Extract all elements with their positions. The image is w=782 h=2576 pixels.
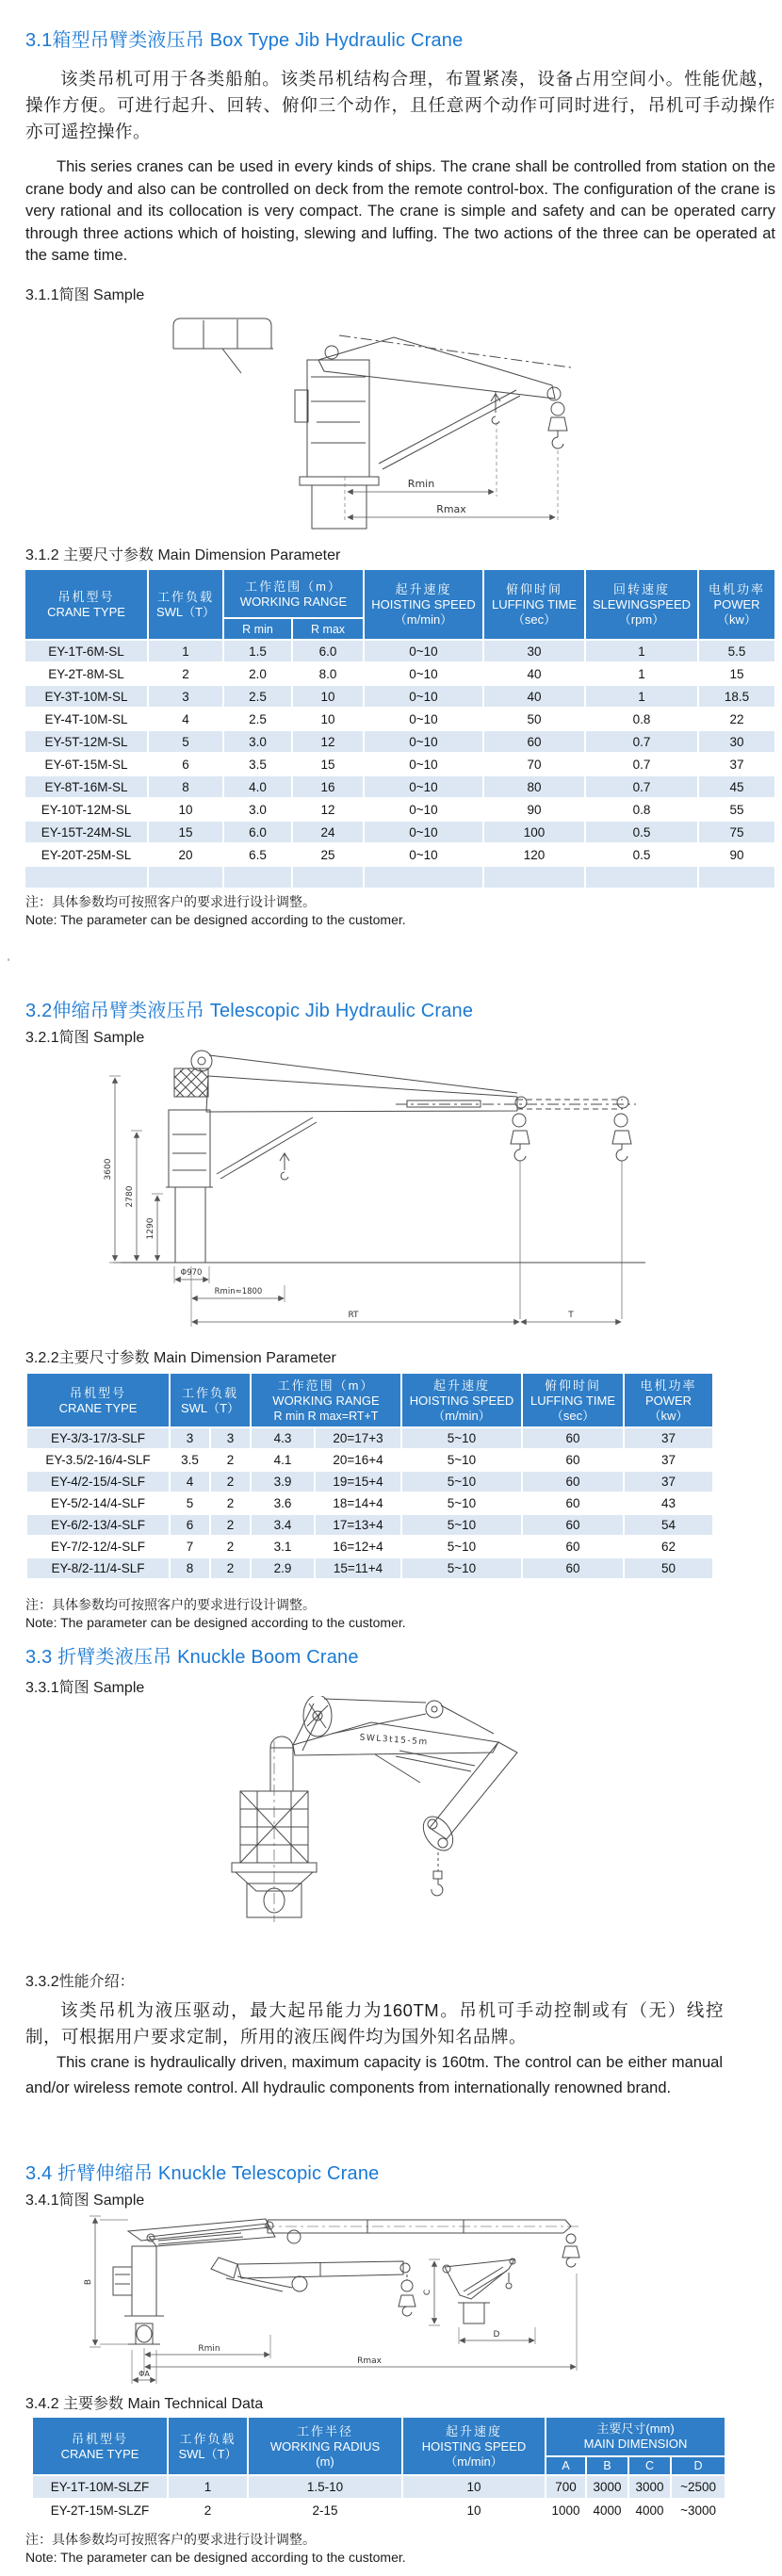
table-cell: 40 bbox=[483, 662, 585, 685]
table-cell bbox=[223, 866, 292, 889]
table-cell: 4000 bbox=[628, 2499, 671, 2522]
table-cell: 20 bbox=[148, 843, 223, 866]
table-row bbox=[24, 708, 775, 730]
table-cell bbox=[698, 866, 775, 889]
telescopic-crane-table bbox=[25, 1372, 714, 1580]
section-3-3-paragraph-cn: 该类吊机为液压驱动，最大起吊能力为160TM。吊机可手动控制或有（无）线控制，可根据用户要求定制，所用的液压阀件均为国外知名品牌。 bbox=[25, 2000, 724, 2046]
table-cell: 90 bbox=[483, 798, 585, 821]
table-cell: EY-5/2-14/4-SLF bbox=[26, 1492, 170, 1514]
col-header-crane-type: 吊机型号 CRANE TYPE bbox=[32, 2417, 168, 2475]
table-cell: 60 bbox=[522, 1536, 624, 1557]
table-cell: 2 bbox=[148, 662, 223, 685]
rmax-label: Rmax bbox=[436, 503, 466, 515]
table-cell: 30 bbox=[698, 730, 775, 753]
table-cell: 0.5 bbox=[585, 821, 698, 843]
table-cell: 5~10 bbox=[401, 1471, 522, 1492]
table-cell: 3.4 bbox=[251, 1514, 315, 1536]
table-cell: 37 bbox=[698, 753, 775, 775]
rmin-label: Rmin bbox=[198, 2344, 220, 2354]
table-cell: 2.5 bbox=[223, 708, 292, 730]
table-cell: EY-4/2-15/4-SLF bbox=[26, 1471, 170, 1492]
table-note bbox=[25, 2531, 775, 2567]
table-cell: 3.9 bbox=[251, 1471, 315, 1492]
dimension-lines bbox=[345, 422, 558, 522]
crane-outline bbox=[113, 2219, 579, 2344]
table-cell: 10 bbox=[148, 798, 223, 821]
table-cell: 10 bbox=[292, 685, 364, 708]
table-cell: 10 bbox=[402, 2475, 546, 2499]
table-cell: 18=14+4 bbox=[315, 1492, 401, 1514]
box-jib-crane-drawing bbox=[0, 311, 782, 548]
table-cell: 25 bbox=[292, 843, 364, 866]
table-row bbox=[32, 2499, 725, 2522]
table-cell: EY-10T-12M-SL bbox=[24, 798, 148, 821]
table-cell: 5~10 bbox=[401, 1557, 522, 1579]
col-header-rmax: R max bbox=[292, 618, 364, 640]
table-cell: 4 bbox=[170, 1471, 210, 1492]
crane-outline bbox=[113, 1051, 645, 1319]
table-cell: 3000 bbox=[628, 2475, 671, 2499]
section-3-2-title: 3.2伸缩吊臂类液压吊 Telescopic Jib Hydraulic Crane bbox=[25, 1001, 474, 1021]
table-cell: 37 bbox=[624, 1471, 713, 1492]
table-row bbox=[32, 2475, 725, 2499]
col-header-crane-type: 吊机型号 CRANE TYPE bbox=[26, 1373, 170, 1427]
table-cell: 1 bbox=[168, 2475, 248, 2499]
col-header-swl: 工作负载 SWL（T） bbox=[168, 2417, 248, 2475]
rt-label: RT bbox=[348, 1311, 359, 1320]
table-row bbox=[26, 1471, 713, 1492]
table-cell: 30 bbox=[483, 640, 585, 662]
table-cell: 100 bbox=[483, 821, 585, 843]
table-cell: 15 bbox=[292, 753, 364, 775]
section-3-1-title: 3.1箱型吊臂类液压吊 Box Type Jib Hydraulic Crane bbox=[25, 30, 464, 51]
heading-3-4-2-data: 3.4.2 主要参数 Main Technical Data bbox=[25, 2396, 264, 2412]
table-cell: 43 bbox=[624, 1492, 713, 1514]
heading-3-1-1-sample: 3.1.1简图 Sample bbox=[25, 287, 145, 303]
table-cell: 16 bbox=[292, 775, 364, 798]
table-cell: 0~10 bbox=[364, 843, 483, 866]
table-row bbox=[26, 1427, 713, 1449]
table-cell: EY-1T-10M-SLZF bbox=[32, 2475, 168, 2499]
table-row bbox=[26, 1492, 713, 1514]
table-cell: 24 bbox=[292, 821, 364, 843]
note-en: Note: The parameter can be designed according to the customer. bbox=[25, 2550, 406, 2565]
table-cell: EY-3.5/2-16/4-SLF bbox=[26, 1449, 170, 1471]
heading-3-2-2-dimension: 3.2.2主要尺寸参数 Main Dimension Parameter bbox=[25, 1350, 336, 1366]
table-cell: 3.0 bbox=[223, 730, 292, 753]
table-cell: 37 bbox=[624, 1449, 713, 1471]
height-2780-label: 2780 bbox=[125, 1185, 135, 1208]
table-cell: 17=13+4 bbox=[315, 1514, 401, 1536]
table-row bbox=[26, 1449, 713, 1471]
table-cell: 10 bbox=[402, 2499, 546, 2522]
rmax-label: Rmax bbox=[357, 2356, 382, 2366]
table-row bbox=[24, 640, 775, 662]
col-header-crane-type: 吊机型号 CRANE TYPE bbox=[24, 569, 148, 640]
table-cell: 5~10 bbox=[401, 1449, 522, 1471]
table-cell: 2.5 bbox=[223, 685, 292, 708]
table-cell bbox=[585, 866, 698, 889]
table-cell: 5~10 bbox=[401, 1427, 522, 1449]
table-cell: ~2500 bbox=[671, 2475, 725, 2499]
crane-outline bbox=[173, 318, 571, 529]
table-cell: EY-6T-15M-SL bbox=[24, 753, 148, 775]
table-cell: EY-3T-10M-SL bbox=[24, 685, 148, 708]
table-cell: 80 bbox=[483, 775, 585, 798]
table-cell: 2 bbox=[168, 2499, 248, 2522]
table-cell: 7 bbox=[170, 1536, 210, 1557]
table-cell: 60 bbox=[522, 1427, 624, 1449]
table-cell: 8.0 bbox=[292, 662, 364, 685]
note-cn: 注：具体参数均可按照客户的要求进行设计调整。 bbox=[25, 1597, 316, 1612]
table-cell: EY-1T-6M-SL bbox=[24, 640, 148, 662]
table-cell: 3.5 bbox=[223, 753, 292, 775]
table-cell: EY-6/2-13/4-SLF bbox=[26, 1514, 170, 1536]
table-cell: 19=15+4 bbox=[315, 1471, 401, 1492]
table-cell: 700 bbox=[546, 2475, 586, 2499]
col-header-swl: 工作负载 SWL（T） bbox=[170, 1373, 251, 1427]
section-3-3-title: 3.3 折臂类液压吊 Knuckle Boom Crane bbox=[25, 1647, 359, 1668]
section-3-4-title: 3.4 折臂伸缩吊 Knuckle Telescopic Crane bbox=[25, 2163, 380, 2184]
table-row bbox=[24, 798, 775, 821]
table-cell: 62 bbox=[624, 1536, 713, 1557]
heading-3-3-1-sample: 3.3.1简图 Sample bbox=[25, 1680, 145, 1696]
col-header-dim-a: A bbox=[546, 2456, 586, 2475]
table-cell bbox=[292, 866, 364, 889]
table-cell: 0~10 bbox=[364, 640, 483, 662]
col-header-slewing-speed: 回转速度 SLEWINGSPEED （rpm） bbox=[585, 569, 698, 640]
table-cell: 0~10 bbox=[364, 821, 483, 843]
heading-3-3-2-performance: 3.3.2性能介绍： bbox=[25, 1974, 135, 1990]
table-cell: 3.6 bbox=[251, 1492, 315, 1514]
note-en: Note: The parameter can be designed according to the customer. bbox=[25, 912, 406, 927]
section-3-3-paragraph-en: This crane is hydraulically driven, maximum capacity is 160tm. The control can be either manual and/or wireless remote control. All hydraulic components from internationally renowned brand. bbox=[25, 2054, 723, 2096]
table-cell: EY-4T-10M-SL bbox=[24, 708, 148, 730]
table-cell: 5 bbox=[148, 730, 223, 753]
t-label: T bbox=[568, 1311, 574, 1320]
table-cell: 60 bbox=[483, 730, 585, 753]
table-cell: 40 bbox=[483, 685, 585, 708]
table-cell: 0.8 bbox=[585, 798, 698, 821]
note-en: Note: The parameter can be designed according to the customer. bbox=[25, 1615, 406, 1630]
table-cell: EY-15T-24M-SL bbox=[24, 821, 148, 843]
heading-3-2-1-sample: 3.2.1简图 Sample bbox=[25, 1030, 145, 1046]
table-cell: 3 bbox=[170, 1427, 210, 1449]
table-cell bbox=[364, 866, 483, 889]
dim-d-label: D bbox=[493, 2330, 500, 2340]
heading-3-1-2-dimension: 3.1.2 主要尺寸参数 Main Dimension Parameter bbox=[25, 547, 341, 563]
knuckle-boom-crane-drawing bbox=[0, 1696, 782, 1965]
table-note bbox=[25, 1596, 775, 1632]
table-cell: 0~10 bbox=[364, 798, 483, 821]
col-header-hoisting-speed: 起升速度 HOISTING SPEED （m/min） bbox=[401, 1373, 522, 1427]
table-cell: 60 bbox=[522, 1471, 624, 1492]
table-cell: 1.5 bbox=[223, 640, 292, 662]
scan-artifact: ' bbox=[8, 957, 10, 969]
table-cell: 15 bbox=[698, 662, 775, 685]
table-cell: 0~10 bbox=[364, 753, 483, 775]
table-cell: 0~10 bbox=[364, 775, 483, 798]
table-cell: 6.0 bbox=[292, 640, 364, 662]
table-cell: 5.5 bbox=[698, 640, 775, 662]
table-cell: EY-2T-15M-SLZF bbox=[32, 2499, 168, 2522]
height-1290-label: 1290 bbox=[146, 1217, 155, 1240]
col-header-luffing-time: 俯仰时间 LUFFING TIME （sec） bbox=[483, 569, 585, 640]
table-cell: EY-8/2-11/4-SLF bbox=[26, 1557, 170, 1579]
rmin-label: Rmin≈1800 bbox=[214, 1287, 263, 1296]
table-cell: 0~10 bbox=[364, 685, 483, 708]
table-cell: 4.0 bbox=[223, 775, 292, 798]
table-cell: 54 bbox=[624, 1514, 713, 1536]
table-cell: 6.0 bbox=[223, 821, 292, 843]
table-row bbox=[26, 1514, 713, 1536]
section-3-1-paragraph-cn: 该类吊机可用于各类船舶。该类吊机结构合理，布置紧凑，设备占用空间小。性能优越，操作方便。可进行起升、回转、俯仰三个动作，且任意两个动作可同时进行，吊机可手动操作亦可遥控操作。 bbox=[25, 69, 775, 141]
diameter-970-label: Φ970 bbox=[180, 1268, 203, 1278]
table-cell: 0.5 bbox=[585, 843, 698, 866]
table-cell: 2 bbox=[210, 1471, 251, 1492]
table-cell: 2 bbox=[210, 1536, 251, 1557]
col-header-luffing-time: 俯仰时间 LUFFING TIME （sec） bbox=[522, 1373, 624, 1427]
swl-boom-label: SWL3t15-5m bbox=[359, 1733, 429, 1748]
section-3-1-paragraph-en: This series cranes can be used in every kinds of ships. The crane shall be controlled from station on the crane body and also can be controlled on deck from the remote control-box. The configuration of the crane is very rational and its collocation is very compact. The crane is simple and safety and can be operated carry through three actions which of hoisting, slewing and luffing. The two actions of the three can be operated at the same time. bbox=[25, 158, 775, 264]
table-cell: 45 bbox=[698, 775, 775, 798]
dim-a-label: ΦA bbox=[138, 2370, 150, 2378]
table-cell: 1000 bbox=[546, 2499, 586, 2522]
col-header-power: 电机功率 POWER （kw） bbox=[624, 1373, 713, 1427]
col-header-dim-b: B bbox=[586, 2456, 628, 2475]
crane-outline bbox=[232, 1696, 517, 1922]
table-cell: 8 bbox=[148, 775, 223, 798]
dim-b-label: B bbox=[84, 2278, 93, 2286]
heading-3-4-1-sample: 3.4.1简图 Sample bbox=[25, 2193, 145, 2209]
table-cell: 3.5 bbox=[170, 1449, 210, 1471]
box-crane-table bbox=[24, 568, 776, 889]
table-cell: 120 bbox=[483, 843, 585, 866]
table-cell: 16=12+4 bbox=[315, 1536, 401, 1557]
table-cell: 90 bbox=[698, 843, 775, 866]
col-header-hoisting-speed: 起升速度 HOISTING SPEED （m/min） bbox=[364, 569, 483, 640]
table-cell: 3000 bbox=[586, 2475, 628, 2499]
table-cell: 5~10 bbox=[401, 1492, 522, 1514]
table-row bbox=[24, 753, 775, 775]
table-cell: 12 bbox=[292, 798, 364, 821]
table-cell: 60 bbox=[522, 1514, 624, 1536]
table-row bbox=[24, 685, 775, 708]
col-header-dim-c: C bbox=[628, 2456, 671, 2475]
col-header-dim-d: D bbox=[671, 2456, 725, 2475]
table-note bbox=[25, 893, 775, 929]
table-cell: 2 bbox=[210, 1557, 251, 1579]
table-cell: 60 bbox=[522, 1492, 624, 1514]
table-cell: 20=17+3 bbox=[315, 1427, 401, 1449]
table-cell: 5~10 bbox=[401, 1514, 522, 1536]
table-cell: 10 bbox=[292, 708, 364, 730]
table-cell: 2-15 bbox=[248, 2499, 402, 2522]
table-cell bbox=[148, 866, 223, 889]
col-header-rmin: R min bbox=[223, 618, 292, 640]
table-cell: 2 bbox=[210, 1492, 251, 1514]
col-header-working-range: 工作范围（m） WORKING RANGE R min R max=RT+T bbox=[251, 1373, 401, 1427]
col-header-hoisting-speed: 起升速度 HOISTING SPEED （m/min） bbox=[402, 2417, 546, 2475]
table-cell: 4.1 bbox=[251, 1449, 315, 1471]
table-cell: 15=11+4 bbox=[315, 1557, 401, 1579]
col-header-swl: 工作负载 SWL（T） bbox=[148, 569, 223, 640]
col-header-working-radius: 工作半径 WORKING RADIUS (m) bbox=[248, 2417, 402, 2475]
dimension-lines bbox=[84, 2216, 577, 2384]
dim-c-label: C bbox=[423, 2289, 432, 2296]
table-cell bbox=[24, 866, 148, 889]
table-cell: 20=16+4 bbox=[315, 1449, 401, 1471]
table-cell: 1 bbox=[585, 640, 698, 662]
rmin-label: Rmin bbox=[407, 478, 435, 490]
knuckle-telescopic-table bbox=[31, 2416, 726, 2523]
table-cell: 3.0 bbox=[223, 798, 292, 821]
table-cell: 3.1 bbox=[251, 1536, 315, 1557]
table-cell bbox=[483, 866, 585, 889]
table-cell: 55 bbox=[698, 798, 775, 821]
table-cell: 15 bbox=[148, 821, 223, 843]
table-cell: EY-7/2-12/4-SLF bbox=[26, 1536, 170, 1557]
table-cell: 60 bbox=[522, 1449, 624, 1471]
table-cell: EY-5T-12M-SL bbox=[24, 730, 148, 753]
table-cell: 3 bbox=[148, 685, 223, 708]
table-cell: 1.5-10 bbox=[248, 2475, 402, 2499]
table-row bbox=[24, 821, 775, 843]
table-cell: 18.5 bbox=[698, 685, 775, 708]
table-cell: EY-3/3-17/3-SLF bbox=[26, 1427, 170, 1449]
col-header-working-range: 工作范围（m） WORKING RANGE bbox=[223, 569, 364, 618]
table-cell: 0.7 bbox=[585, 730, 698, 753]
table-cell: 37 bbox=[624, 1427, 713, 1449]
table-cell: ~3000 bbox=[671, 2499, 725, 2522]
table-cell: EY-8T-16M-SL bbox=[24, 775, 148, 798]
table-cell: 0.7 bbox=[585, 753, 698, 775]
table-cell: 70 bbox=[483, 753, 585, 775]
table-cell: 6 bbox=[170, 1514, 210, 1536]
knuckle-telescopic-crane-drawing bbox=[0, 2212, 782, 2391]
table-cell: 50 bbox=[624, 1557, 713, 1579]
table-cell: 6.5 bbox=[223, 843, 292, 866]
table-cell: EY-20T-25M-SL bbox=[24, 843, 148, 866]
table-cell: 0~10 bbox=[364, 662, 483, 685]
table-cell: EY-2T-8M-SL bbox=[24, 662, 148, 685]
table-cell: 0~10 bbox=[364, 730, 483, 753]
table-row bbox=[24, 662, 775, 685]
table-cell: 0~10 bbox=[364, 708, 483, 730]
table-row bbox=[26, 1557, 713, 1579]
table-cell: 5 bbox=[170, 1492, 210, 1514]
telescopic-crane-drawing bbox=[0, 1048, 782, 1330]
table-row bbox=[26, 1536, 713, 1557]
table-cell: 50 bbox=[483, 708, 585, 730]
col-header-power: 电机功率 POWER （kw） bbox=[698, 569, 775, 640]
table-cell: 4 bbox=[148, 708, 223, 730]
table-cell: 22 bbox=[698, 708, 775, 730]
table-row bbox=[24, 730, 775, 753]
table-row bbox=[24, 775, 775, 798]
table-cell: 2.9 bbox=[251, 1557, 315, 1579]
table-row bbox=[24, 866, 775, 889]
table-cell: 2.0 bbox=[223, 662, 292, 685]
table-cell: 4.3 bbox=[251, 1427, 315, 1449]
table-cell: 6 bbox=[148, 753, 223, 775]
table-cell: 1 bbox=[148, 640, 223, 662]
note-cn: 注：具体参数均可按照客户的要求进行设计调整。 bbox=[25, 894, 316, 909]
dimension-lines bbox=[104, 1076, 621, 1327]
height-3600-label: 3600 bbox=[104, 1158, 113, 1181]
table-cell: 2 bbox=[210, 1449, 251, 1471]
table-cell: 75 bbox=[698, 821, 775, 843]
table-cell: 3 bbox=[210, 1427, 251, 1449]
table-cell: 5~10 bbox=[401, 1536, 522, 1557]
table-cell: 8 bbox=[170, 1557, 210, 1579]
note-cn: 注：具体参数均可按照客户的要求进行设计调整。 bbox=[25, 2532, 316, 2547]
table-cell: 0.7 bbox=[585, 775, 698, 798]
table-cell: 12 bbox=[292, 730, 364, 753]
table-cell: 1 bbox=[585, 662, 698, 685]
table-cell: 2 bbox=[210, 1514, 251, 1536]
table-cell: 0.8 bbox=[585, 708, 698, 730]
table-cell: 4000 bbox=[586, 2499, 628, 2522]
table-row bbox=[24, 843, 775, 866]
table-cell: 60 bbox=[522, 1557, 624, 1579]
col-header-main-dimension: 主要尺寸(mm) MAIN DIMENSION bbox=[546, 2417, 725, 2456]
table-cell: 1 bbox=[585, 685, 698, 708]
